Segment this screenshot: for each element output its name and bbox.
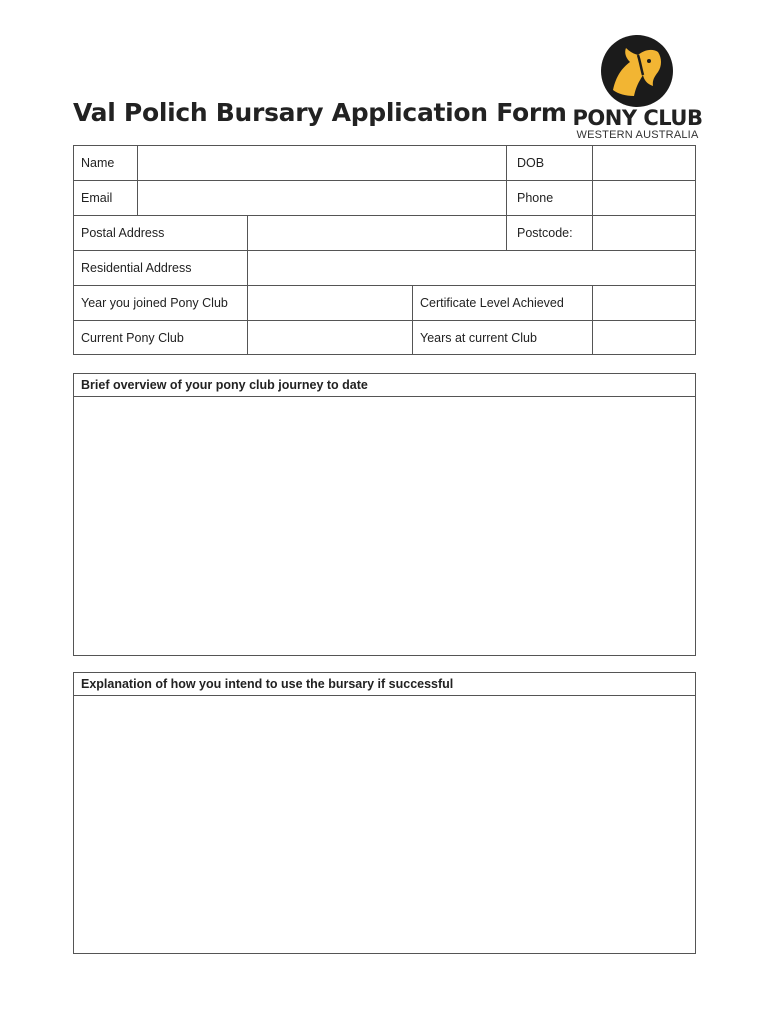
certificate-label: Certificate Level Achieved bbox=[420, 296, 564, 310]
current-club-label: Current Pony Club bbox=[81, 331, 184, 345]
overview-textarea[interactable] bbox=[74, 397, 695, 655]
applicant-details-table bbox=[73, 145, 696, 355]
dob-label: DOB bbox=[517, 156, 545, 170]
overview-section bbox=[73, 373, 696, 656]
postal-address-label: Postal Address bbox=[81, 226, 165, 240]
explanation-section bbox=[73, 672, 696, 954]
certificate-field[interactable] bbox=[593, 286, 695, 321]
phone-label: Phone bbox=[517, 191, 554, 205]
postal-address-field[interactable] bbox=[248, 216, 506, 251]
email-field[interactable] bbox=[138, 181, 506, 216]
name-label: Name bbox=[81, 156, 115, 170]
phone-field[interactable] bbox=[593, 181, 695, 216]
postcode-label: Postcode: bbox=[517, 226, 573, 240]
explanation-heading: Explanation of how you intend to use the bursary if successful bbox=[74, 673, 695, 696]
postcode-field[interactable] bbox=[593, 216, 695, 251]
horse-head-icon bbox=[600, 34, 674, 108]
overview-heading: Brief overview of your pony club journey to date bbox=[74, 374, 695, 397]
dob-field[interactable] bbox=[593, 146, 695, 181]
years-current-label: Years at current Club bbox=[420, 331, 537, 345]
pony-club-logo bbox=[570, 34, 705, 144]
year-joined-field[interactable] bbox=[248, 286, 412, 321]
email-label: Email bbox=[81, 191, 113, 205]
name-field[interactable] bbox=[138, 146, 506, 181]
logo-name: PONY CLUB bbox=[572, 106, 703, 130]
logo-subtitle: WESTERN AUSTRALIA bbox=[576, 129, 699, 141]
current-club-field[interactable] bbox=[248, 321, 412, 356]
year-joined-label: Year you joined Pony Club bbox=[81, 296, 228, 310]
residential-address-field[interactable] bbox=[248, 251, 695, 286]
residential-address-label: Residential Address bbox=[81, 261, 192, 275]
explanation-textarea[interactable] bbox=[74, 696, 695, 953]
page-title: Val Polich Bursary Application Form bbox=[73, 98, 567, 127]
years-current-field[interactable] bbox=[593, 321, 695, 356]
